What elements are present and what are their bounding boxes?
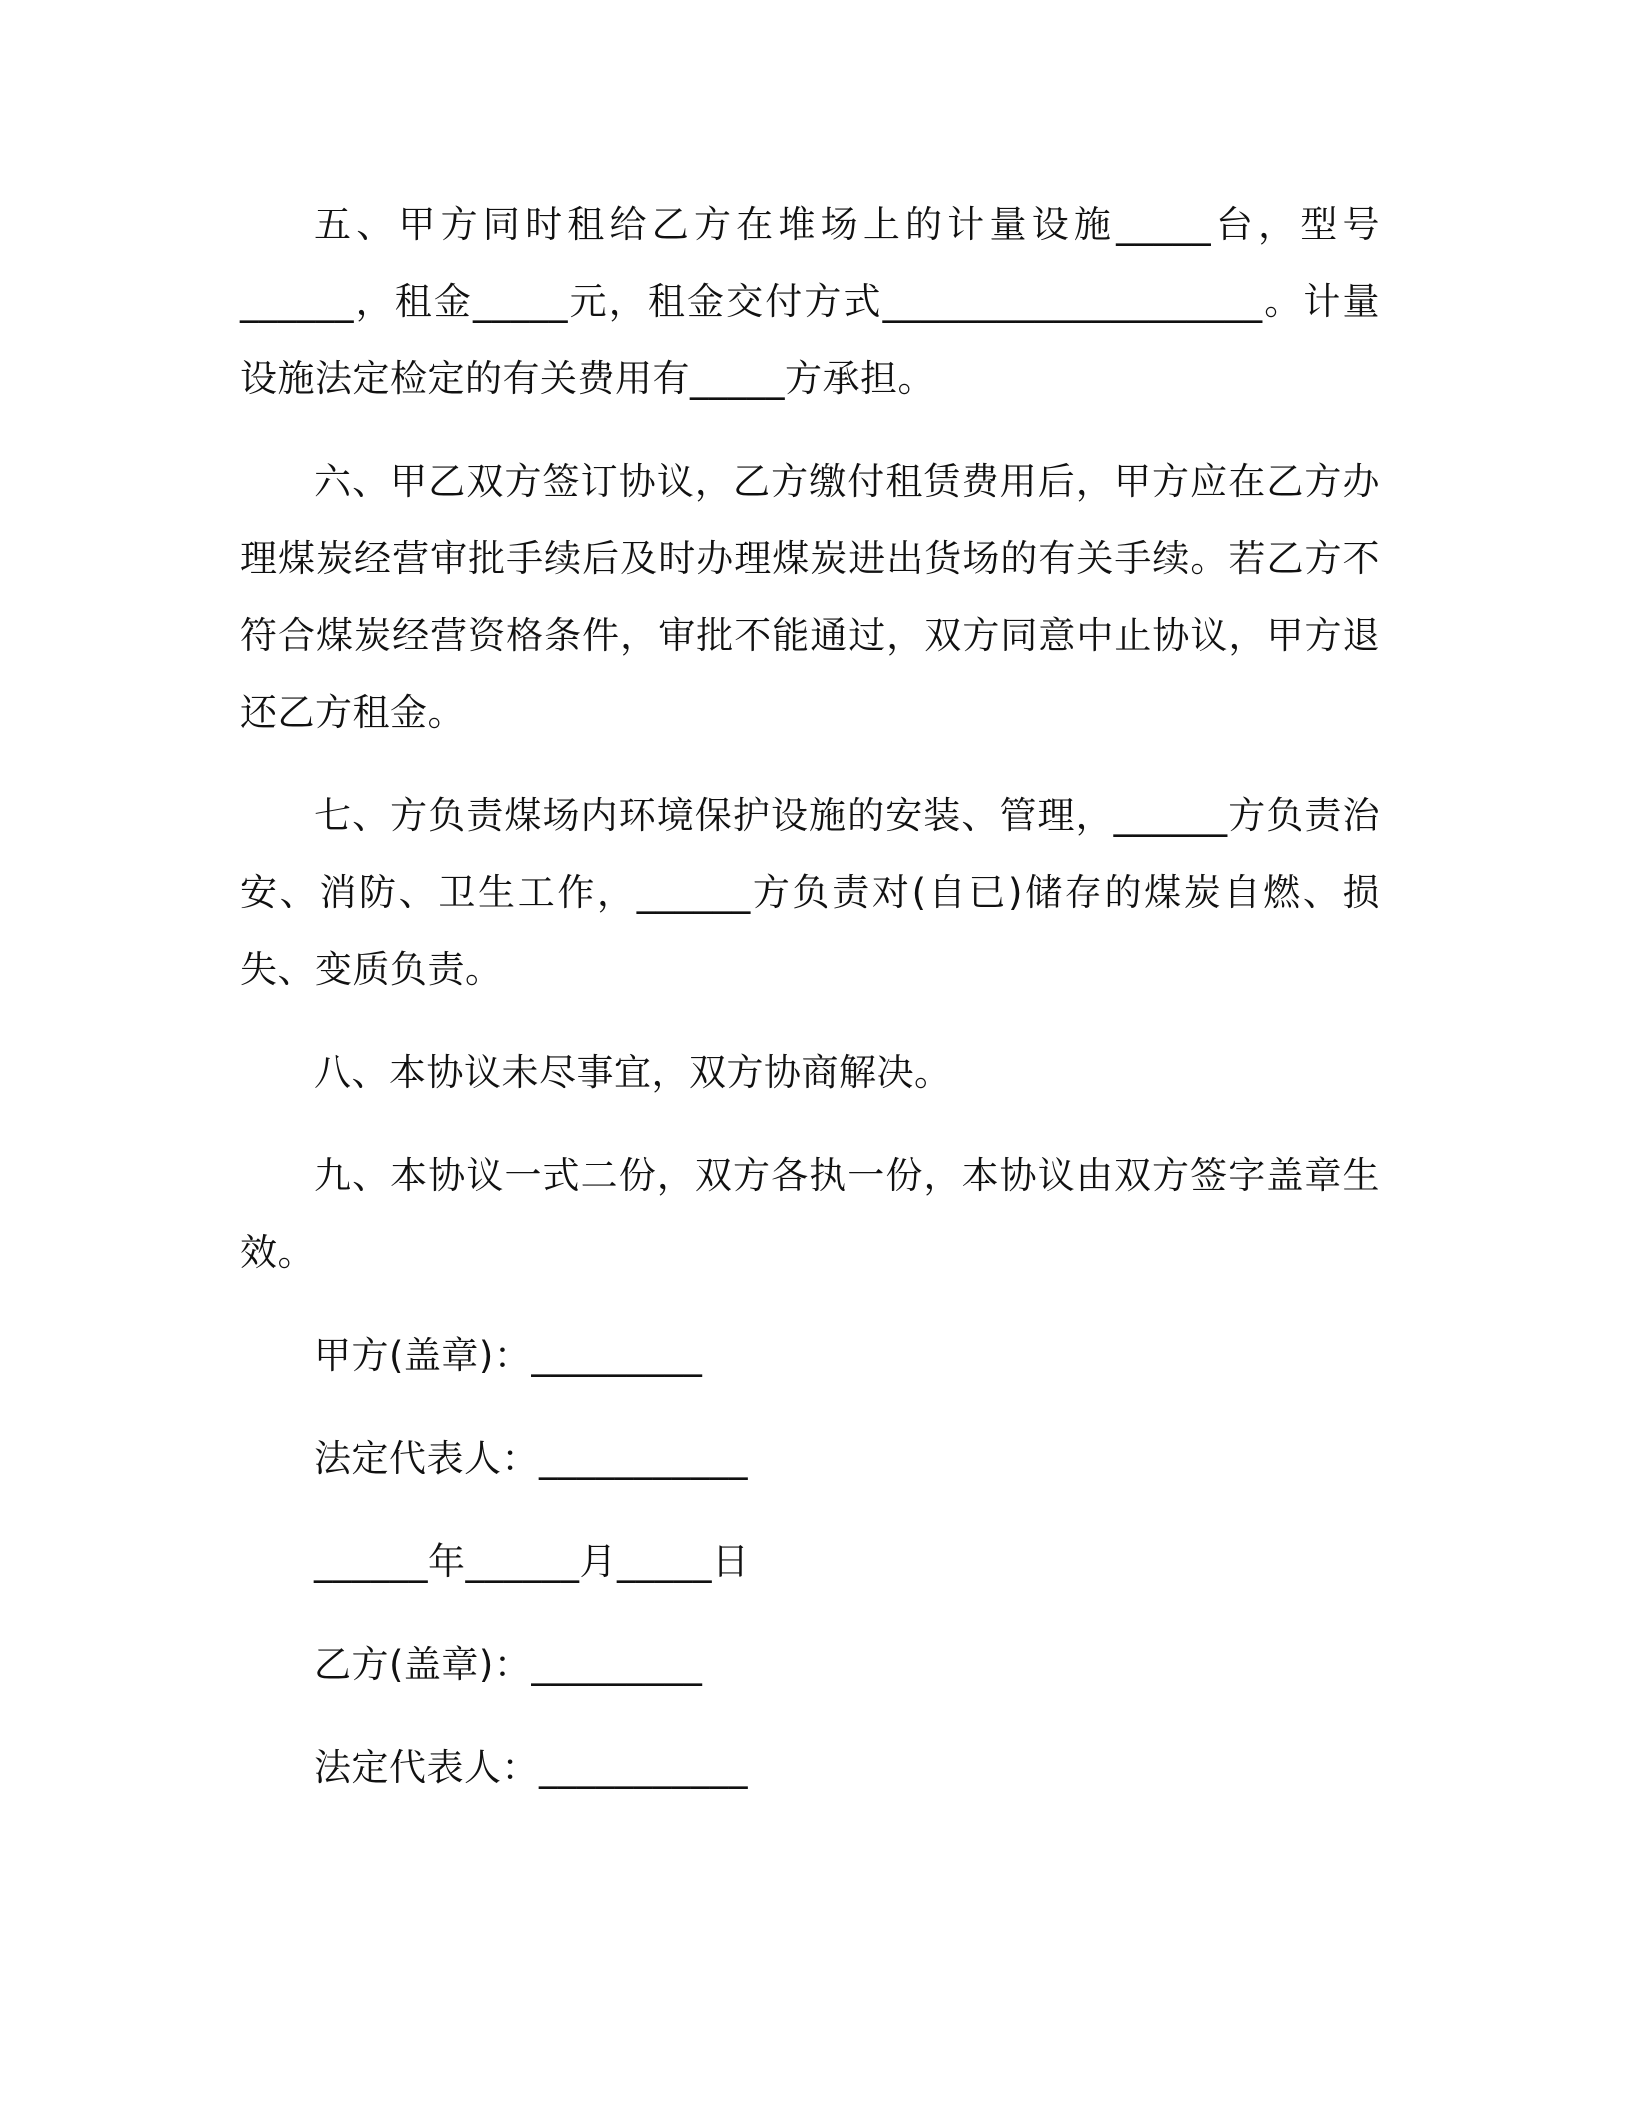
party-a-seal-line: 甲方(盖章)：_________ [314, 1334, 703, 1377]
clause-five: 五、甲方同时租给乙方在堆场上的计量设施_____台，型号______，租金_____元，租金交付方式____________________。计量设施法定检定的有关费用有_____方承担。 [240, 203, 1380, 400]
date-line: ______年______月_____日 [314, 1540, 750, 1583]
clause-eight: 八、本协议未尽事宜，双方协商解决。 [314, 1051, 952, 1094]
party-b-representative-line: 法定代表人：___________ [314, 1746, 748, 1789]
party-b-seal-line: 乙方(盖章)：_________ [314, 1643, 703, 1686]
party-a-representative-line: 法定代表人：___________ [314, 1437, 748, 1480]
clause-six: 六、甲乙双方签订协议，乙方缴付租赁费用后，甲方应在乙方办理煤炭经营审批手续后及时办理煤炭进出货场的有关手续。若乙方不符合煤炭经营资格条件，审批不能通过，双方同意中止协议，甲方退还乙方租金。 [240, 460, 1380, 734]
document-page [240, 186, 1380, 1832]
clause-seven: 七、方负责煤场内环境保护设施的安装、管理，______方负责治安、消防、卫生工作，______方负责对(自已)储存的煤炭自燃、损失、变质负责。 [240, 794, 1380, 991]
clause-nine: 九、本协议一式二份，双方各执一份，本协议由双方签字盖章生效。 [240, 1154, 1380, 1274]
